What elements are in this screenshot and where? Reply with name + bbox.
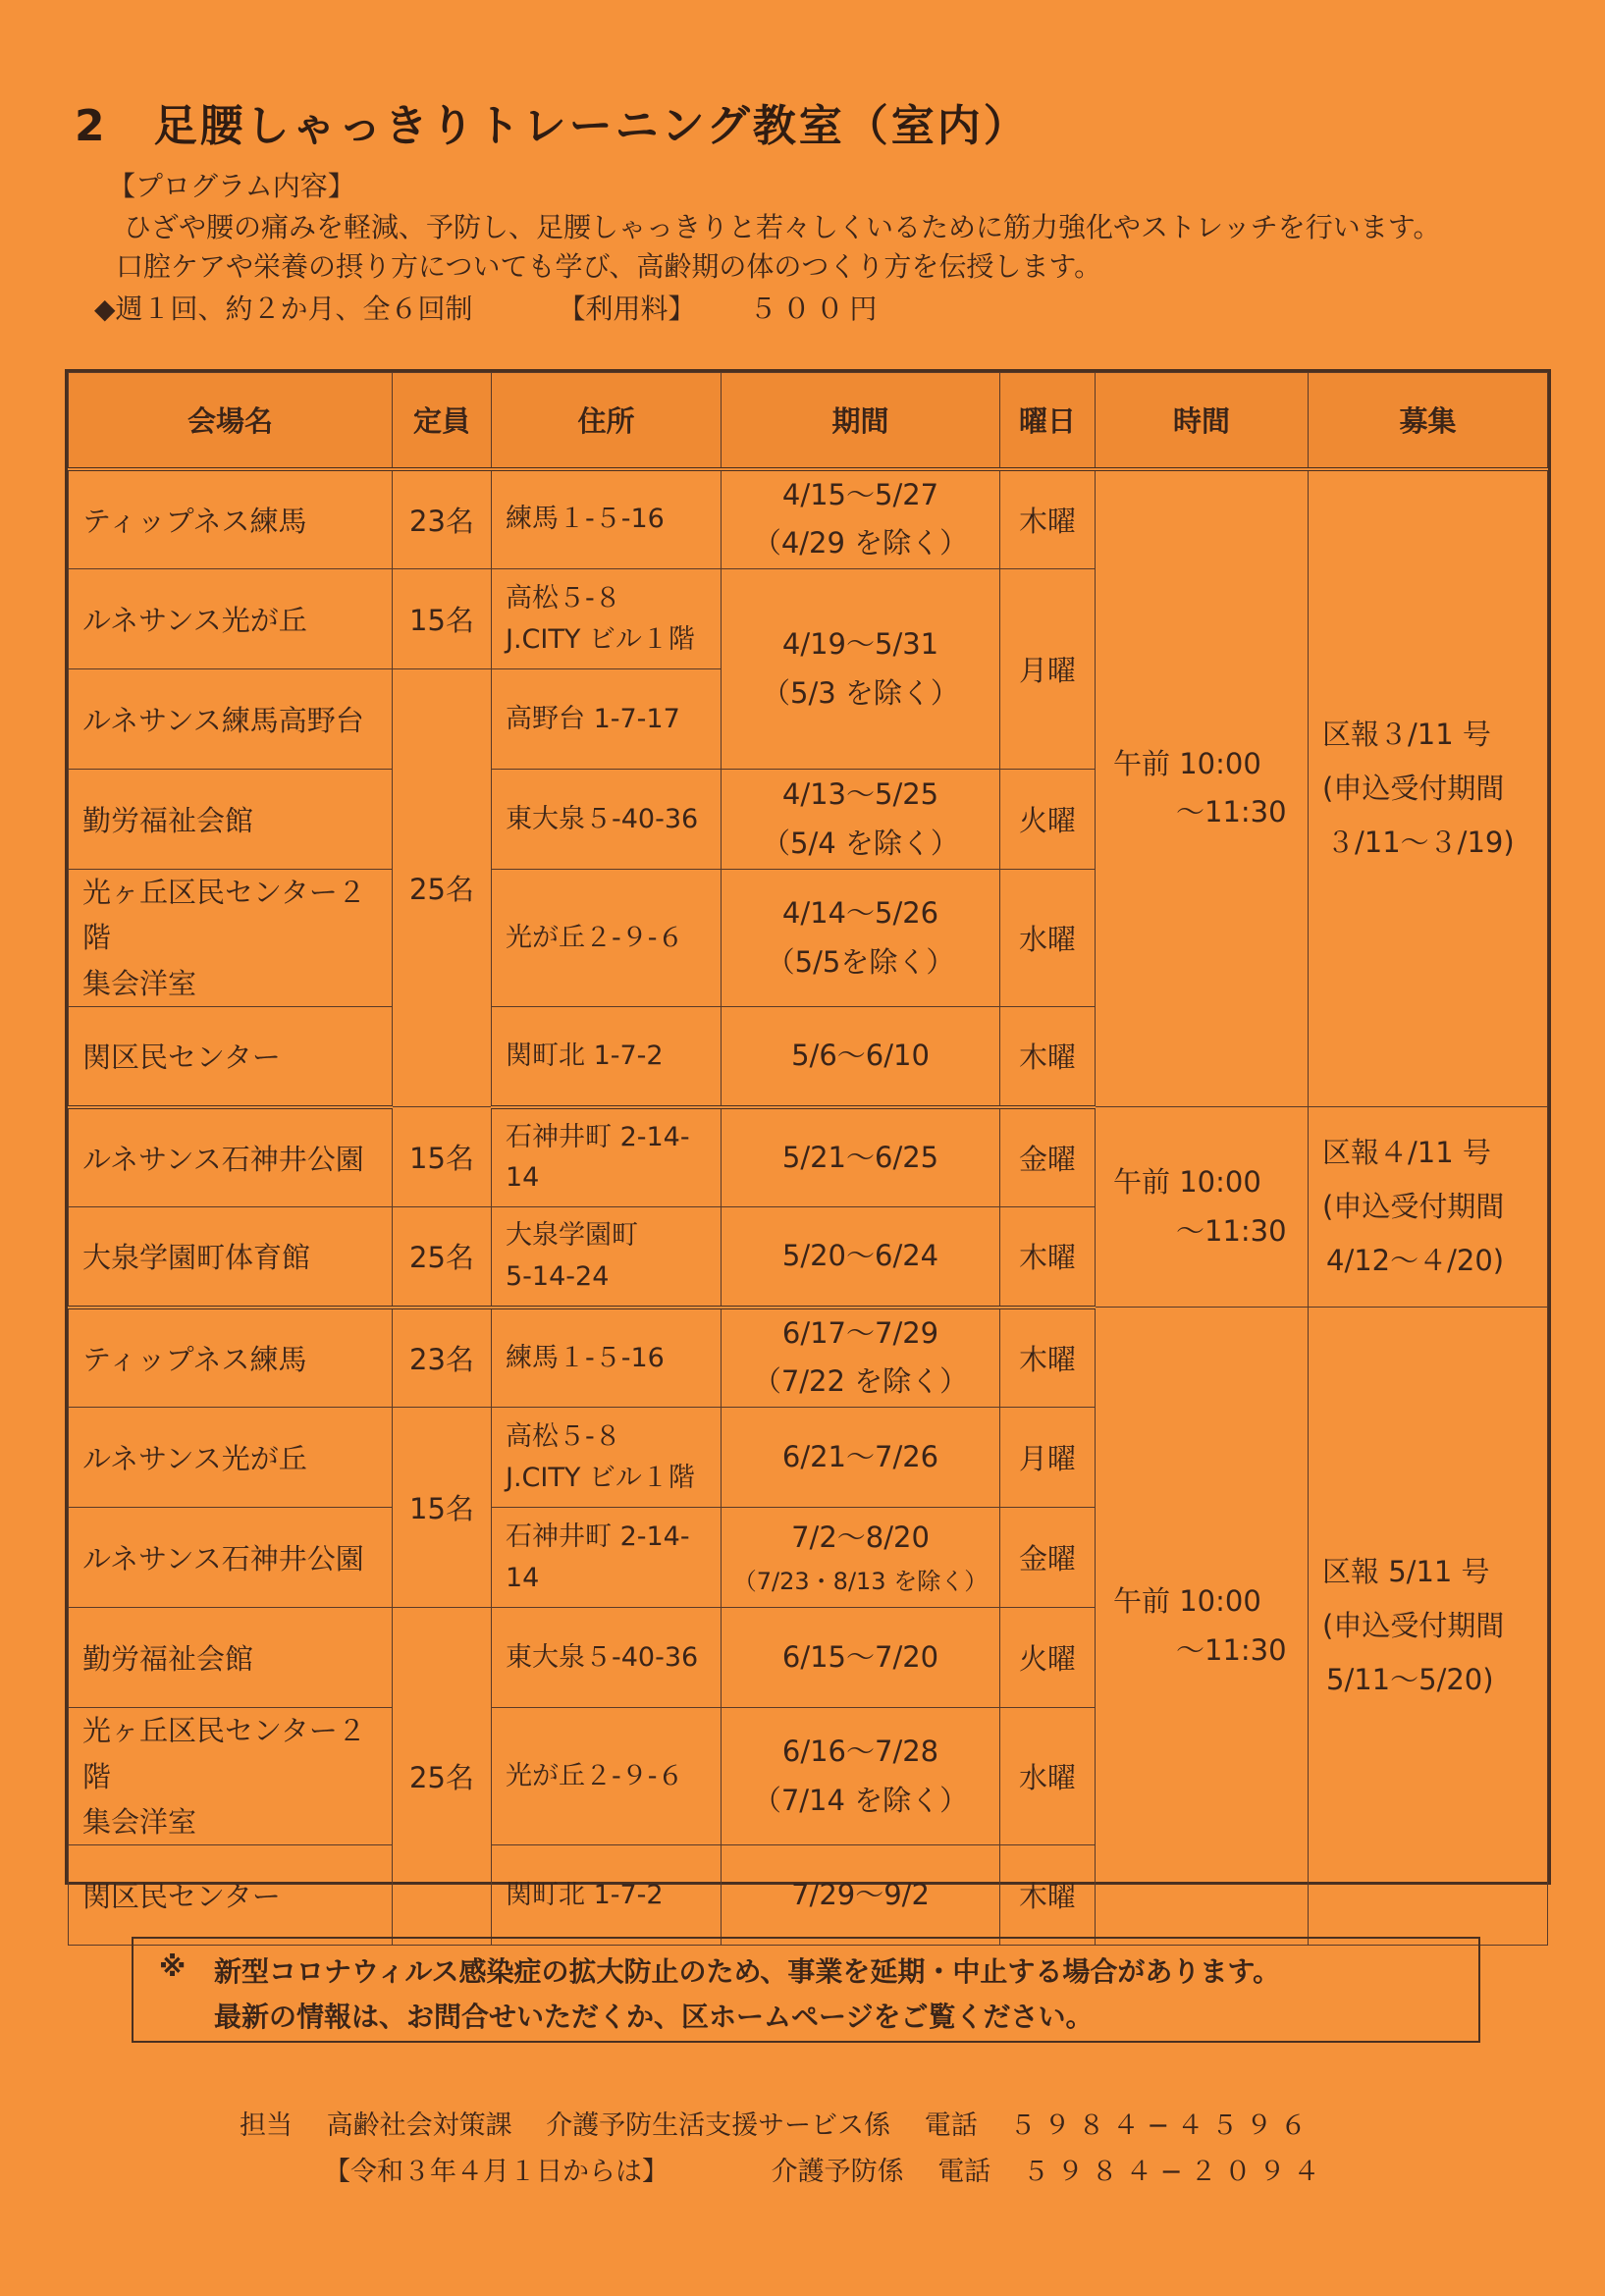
address-cell: 石神井町 2-14-14 [492,1107,722,1207]
venue-cell [69,1708,393,1845]
venue-cell: 勤労福祉会館 [69,770,393,870]
capacity-cell: 25名 [393,669,492,1107]
schedule-text: ◆週１回、約２か月、全６回制 [94,293,473,325]
table-row [69,1107,1548,1207]
address-cell: 石神井町 2-14-14 [492,1508,722,1608]
venue-line-2: 集会洋室 [82,1804,197,1839]
venue-cell: ルネサンス光が丘 [69,569,393,669]
period-cell: 5/20〜6/24 [722,1207,1000,1308]
weekday-cell: 木曜 [1000,1845,1096,1946]
period-exclusion: （5/3 を除く） [762,675,959,710]
venue-cell: ルネサンス石神井公園 [69,1508,393,1608]
contact-phone-2: ５９８４−２０９４ [1022,2157,1328,2187]
contact-change-note: 【令和３年４月１日からは】 [324,2157,669,2187]
address-cell: 練馬１-５-16 [492,469,722,569]
fee-label: 【利用料】 [558,293,696,325]
recruitment-label: (申込受付期間 [1322,1190,1505,1224]
address-line-1: 大泉学園町 [506,1220,638,1252]
period-exclusion: （5/5を除く） [766,944,955,979]
address-cell: 練馬１-５-16 [492,1308,722,1408]
venue-cell: 関区民センター [69,1007,393,1107]
class-schedule-table [65,369,1551,1914]
covid-notice-box [132,1937,1480,2043]
address-line-2: J.CITY ビル１階 [506,623,695,655]
program-description-line-1: ひざや腰の痛みを軽減、予防し、足腰しゃっきりと若々しくいるために筋力強化やストレッチを行います。 [124,211,1441,243]
contact-section: 介護予防生活支援サービス係 [546,2110,891,2141]
capacity-cell: 25名 [393,1207,492,1308]
weekday-cell: 木曜 [1000,1308,1096,1408]
period-exclusion: （7/14 を除く） [752,1783,969,1817]
weekday-cell: 月曜 [1000,569,1096,770]
notice-mark: ※ [159,1950,187,1983]
weekday-cell: 木曜 [1000,1207,1096,1308]
period-range: 4/14〜5/26 [781,896,939,931]
venue-cell: 関区民センター [69,1845,393,1946]
table-row [69,1308,1548,1408]
address-cell: 高野台 1-7-17 [492,669,722,770]
recruitment-dates: 5/11〜5/20) [1326,1663,1494,1697]
contact-line-2 [324,2150,1327,2188]
header-recruitment: 募集 [1309,373,1548,469]
period-cell: 5/21〜6/25 [722,1107,1000,1207]
capacity-cell: 15名 [393,569,492,669]
period-cell [722,770,1000,870]
recruitment-dates: 4/12〜４/20) [1326,1244,1505,1278]
header-address: 住所 [492,373,722,469]
time-end: 〜11:30 [1176,795,1287,829]
weekday-cell: 火曜 [1000,770,1096,870]
recruitment-issue: 区報 5/11 号 [1322,1555,1490,1589]
venue-cell: 大泉学園町体育館 [69,1207,393,1308]
weekday-cell: 金曜 [1000,1107,1096,1207]
period-exclusion: （4/29 を除く） [752,526,969,561]
address-cell: 光が丘２-９-６ [492,870,722,1007]
time-start: 午前 10:00 [1113,1584,1261,1619]
time-end: 〜11:30 [1176,1213,1287,1248]
address-cell [492,1207,722,1308]
period-cell [722,870,1000,1007]
address-cell [492,1408,722,1508]
header-period: 期間 [722,373,1000,469]
weekday-cell: 火曜 [1000,1608,1096,1708]
address-line-1: 高松５-８ [506,582,621,614]
period-cell: 5/6〜6/10 [722,1007,1000,1107]
period-exclusion: （7/23・8/13 を除く） [732,1567,989,1595]
period-cell [722,1508,1000,1608]
period-cell: 6/15〜7/20 [722,1608,1000,1708]
time-cell [1096,469,1309,1107]
period-exclusion: （5/4 を除く） [762,826,959,860]
address-cell: 光が丘２-９-６ [492,1708,722,1845]
address-cell: 東大泉５-40-36 [492,1608,722,1708]
period-cell [722,1308,1000,1408]
period-cell [722,1708,1000,1845]
venue-cell: ルネサンス石神井公園 [69,1107,393,1207]
capacity-cell: 25名 [393,1608,492,1946]
venue-cell: 勤労福祉会館 [69,1608,393,1708]
contact-phone: ５９８４−４５９６ [1009,2110,1314,2141]
time-end: 〜11:30 [1176,1632,1287,1667]
period-range: 4/19〜5/31 [781,627,939,662]
recruitment-cell [1309,469,1548,1107]
period-range: 6/16〜7/28 [781,1735,939,1769]
recruitment-cell [1309,1308,1548,1946]
header-capacity: 定員 [393,373,492,469]
recruitment-issue: 区報３/11 号 [1322,717,1491,751]
recruitment-issue: 区報４/11 号 [1322,1136,1491,1170]
period-range: 6/17〜7/29 [781,1316,939,1351]
weekday-cell: 木曜 [1000,1007,1096,1107]
capacity-cell: 15名 [393,1107,492,1207]
address-line-2: J.CITY ビル１階 [506,1462,695,1493]
time-cell [1096,1308,1309,1946]
period-cell: 7/29〜9/2 [722,1845,1000,1946]
time-cell [1096,1107,1309,1308]
table-row [69,469,1548,569]
notice-line-2: 最新の情報は、お問合せいただくか、区ホームページをご覧ください。 [214,2001,1094,2033]
schedule-info [94,288,883,327]
period-cell: 6/21〜7/26 [722,1408,1000,1508]
recruitment-label: (申込受付期間 [1322,1609,1505,1643]
address-cell: 関町北 1-7-2 [492,1845,722,1946]
capacity-cell: 23名 [393,1308,492,1408]
contact-phone-label: 電話 [924,2110,978,2141]
recruitment-label: (申込受付期間 [1322,771,1505,805]
address-cell [492,569,722,669]
contact-section-2: 介護予防係 [771,2157,904,2187]
weekday-cell: 水曜 [1000,870,1096,1007]
recruitment-dates: ３/11〜３/19) [1326,825,1515,859]
venue-cell: ティップネス練馬 [69,469,393,569]
address-line-2: 5-14-24 [506,1260,610,1292]
venue-cell [69,870,393,1007]
fee-value: ５００円 [749,293,883,325]
page-title: 2 足腰しゃっきりトレーニング教室（室内） [75,101,1030,151]
contact-line-1 [240,2104,1314,2142]
venue-cell: ティップネス練馬 [69,1308,393,1408]
capacity-cell: 23名 [393,469,492,569]
time-start: 午前 10:00 [1113,747,1261,781]
venue-line-1: 光ヶ丘区民センター２階 [82,1714,366,1793]
period-cell [722,569,1000,770]
venue-cell: ルネサンス光が丘 [69,1408,393,1508]
address-line-1: 高松５-８ [506,1420,621,1452]
time-start: 午前 10:00 [1113,1165,1261,1200]
contact-phone-label-2: 電話 [937,2157,991,2187]
table-header-row [69,373,1548,469]
contact-department: 高齢社会対策課 [326,2110,512,2141]
period-range: 4/15〜5/27 [781,477,939,511]
period-exclusion: （7/22 を除く） [752,1364,969,1399]
header-venue: 会場名 [69,373,393,469]
program-heading: 【プログラム内容】 [108,170,355,202]
weekday-cell: 木曜 [1000,469,1096,569]
header-time: 時間 [1096,373,1309,469]
weekday-cell: 金曜 [1000,1508,1096,1608]
period-range: 4/13〜5/25 [781,777,939,812]
weekday-cell: 月曜 [1000,1408,1096,1508]
contact-label: 担当 [240,2110,293,2141]
venue-cell: ルネサンス練馬高野台 [69,669,393,770]
venue-line-1: 光ヶ丘区民センター２階 [82,876,366,955]
period-range: 7/2〜8/20 [791,1520,930,1554]
program-description-line-2: 口腔ケアや栄養の摂り方についても学び、高齢期の体のつくり方を伝授します。 [116,250,1102,283]
notice-line-1: 新型コロナウィルス感染症の拡大防止のため、事業を延期・中止する場合があります。 [214,1955,1281,1988]
address-cell: 関町北 1-7-2 [492,1007,722,1107]
recruitment-cell [1309,1107,1548,1308]
period-cell [722,469,1000,569]
weekday-cell: 水曜 [1000,1708,1096,1845]
address-cell: 東大泉５-40-36 [492,770,722,870]
header-weekday: 曜日 [1000,373,1096,469]
venue-line-2: 集会洋室 [82,966,197,1000]
capacity-cell: 15名 [393,1408,492,1608]
